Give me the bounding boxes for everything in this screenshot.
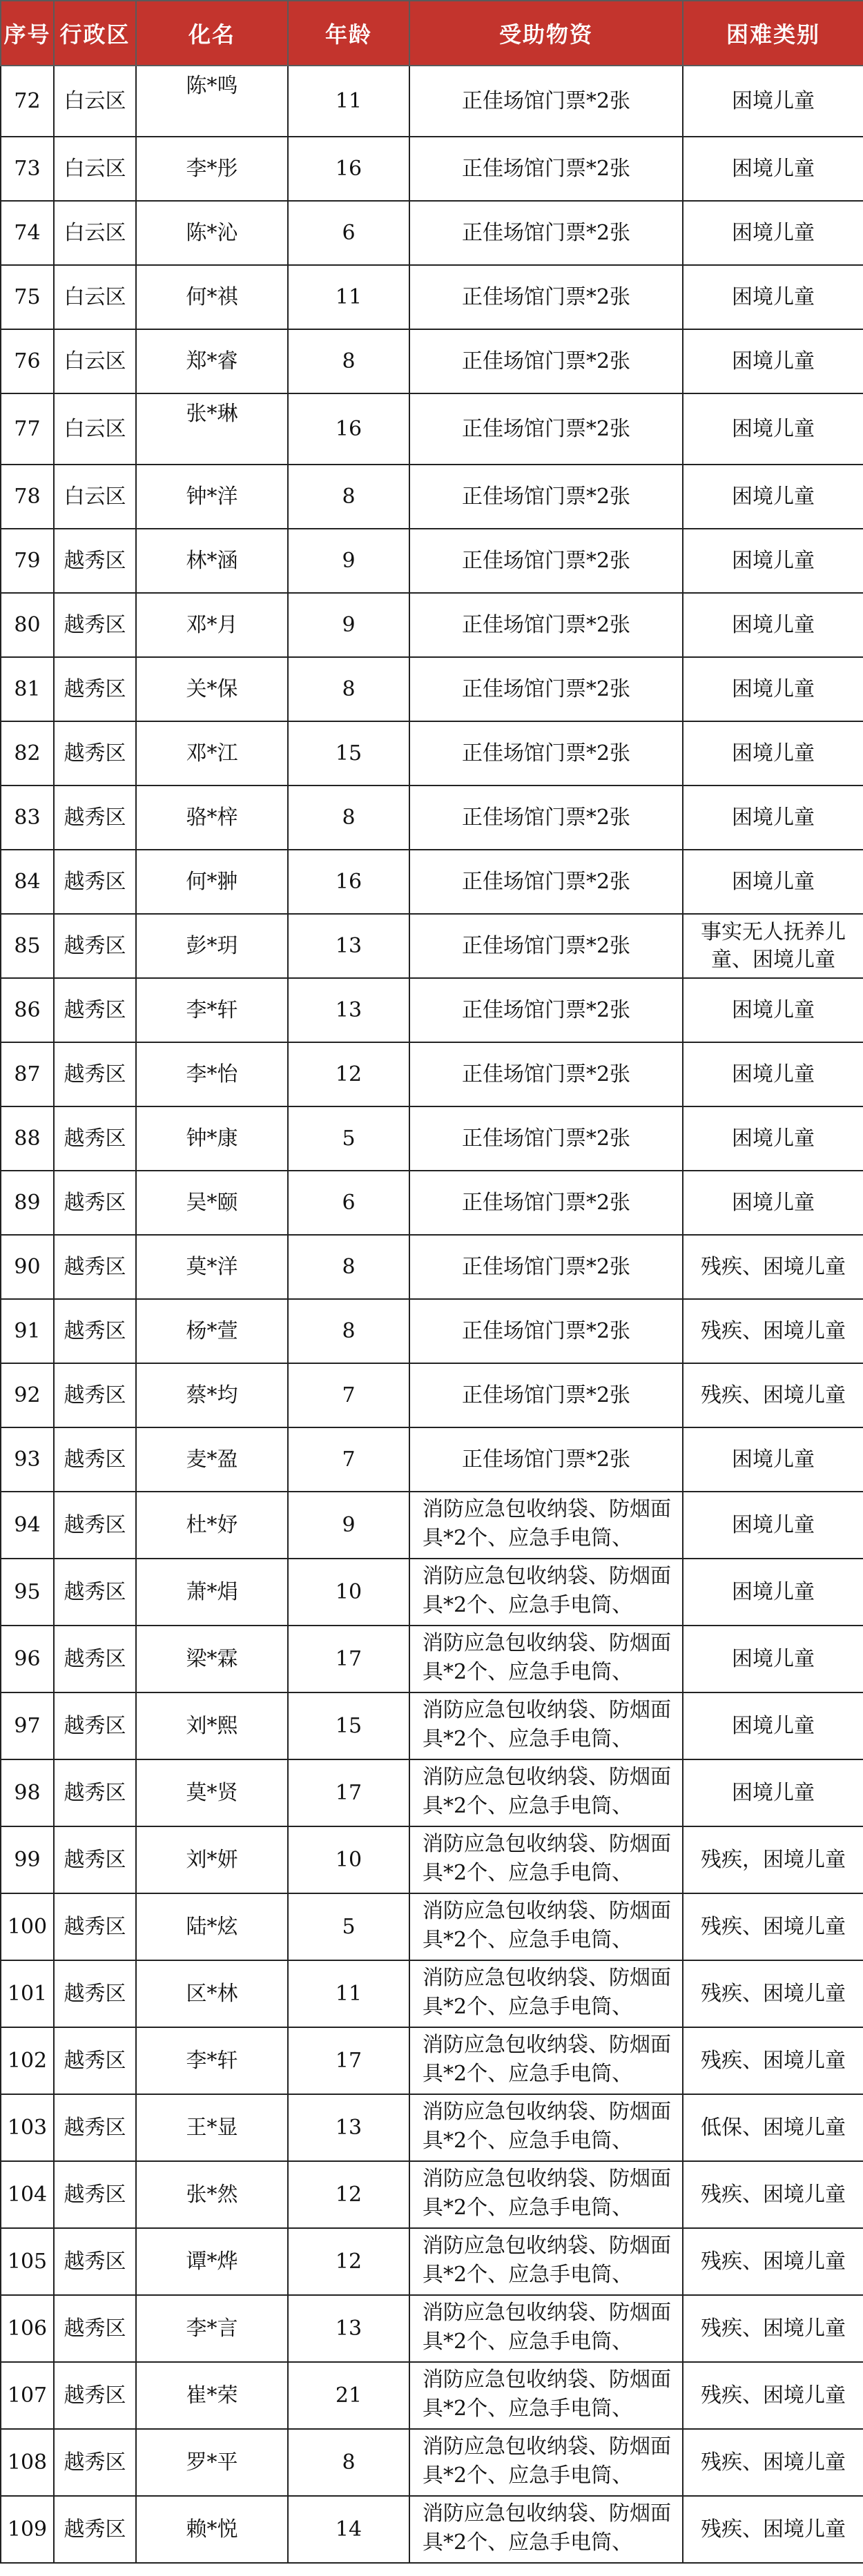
- row-category-cell: 困境儿童: [683, 1559, 863, 1626]
- row-supply-cell: 正佳场馆门票*2张: [409, 393, 683, 465]
- row-no-cell: 101: [1, 1960, 54, 2027]
- table-row: [1, 1759, 863, 1826]
- row-name-cell: 罗*平: [136, 2429, 288, 2496]
- row-name-cell: 骆*梓: [136, 786, 288, 850]
- row-age-cell: 5: [288, 1893, 409, 1960]
- table-row: [1, 2161, 863, 2228]
- row-age-cell: 16: [288, 137, 409, 201]
- table-row: [1, 593, 863, 657]
- table-row: [1, 2362, 863, 2429]
- row-district-cell: 越秀区: [54, 850, 136, 914]
- row-category-cell: 困境儿童: [683, 850, 863, 914]
- row-district-cell: 越秀区: [54, 2161, 136, 2228]
- table-row: [1, 1826, 863, 1893]
- row-age-cell: 17: [288, 1626, 409, 1692]
- row-district-cell: 越秀区: [54, 1559, 136, 1626]
- row-supply-cell: 消防应急包收纳袋、防烟面具*2个、应急手电筒、: [409, 2496, 683, 2563]
- row-name-cell: 彭*玥: [136, 914, 288, 978]
- table-row: [1, 465, 863, 529]
- row-category-cell: 低保、困境儿童: [683, 2094, 863, 2161]
- table-row: [1, 2496, 863, 2563]
- row-supply-cell: 正佳场馆门票*2张: [409, 201, 683, 265]
- row-category-cell: 残疾、困境儿童: [683, 2027, 863, 2094]
- row-supply-cell: 消防应急包收纳袋、防烟面具*2个、应急手电筒、: [409, 1492, 683, 1559]
- row-no-cell: 100: [1, 1893, 54, 1960]
- row-category-cell: 残疾，困境儿童: [683, 1826, 863, 1893]
- row-category-cell: 困境儿童: [683, 265, 863, 329]
- row-no-cell: 96: [1, 1626, 54, 1692]
- row-category-cell: 困境儿童: [683, 657, 863, 721]
- table-row: [1, 1492, 863, 1559]
- row-age-cell: 16: [288, 850, 409, 914]
- row-district-cell: 白云区: [54, 66, 136, 137]
- row-age-cell: 11: [288, 1960, 409, 2027]
- row-name-cell: 钟*康: [136, 1106, 288, 1171]
- row-no-cell: 87: [1, 1042, 54, 1106]
- row-supply-cell: 消防应急包收纳袋、防烟面具*2个、应急手电筒、: [409, 2228, 683, 2295]
- row-no-cell: 84: [1, 850, 54, 914]
- table-row: [1, 529, 863, 593]
- header-district: 行政区: [54, 1, 136, 66]
- row-no-cell: 78: [1, 465, 54, 529]
- header-age: 年龄: [288, 1, 409, 66]
- row-district-cell: 越秀区: [54, 2496, 136, 2563]
- row-category-cell: 困境儿童: [683, 393, 863, 465]
- row-name-cell: 李*轩: [136, 978, 288, 1042]
- row-age-cell: 8: [288, 786, 409, 850]
- row-no-cell: 90: [1, 1235, 54, 1299]
- row-name-cell: 邓*月: [136, 593, 288, 657]
- row-name-cell: 谭*烨: [136, 2228, 288, 2295]
- row-supply-cell: 消防应急包收纳袋、防烟面具*2个、应急手电筒、: [409, 1559, 683, 1626]
- row-district-cell: 越秀区: [54, 529, 136, 593]
- row-no-cell: 72: [1, 66, 54, 137]
- row-no-cell: 81: [1, 657, 54, 721]
- row-supply-cell: 消防应急包收纳袋、防烟面具*2个、应急手电筒、: [409, 2362, 683, 2429]
- row-category-cell: 困境儿童: [683, 529, 863, 593]
- row-age-cell: 17: [288, 2027, 409, 2094]
- row-district-cell: 越秀区: [54, 1492, 136, 1559]
- row-district-cell: 越秀区: [54, 1171, 136, 1235]
- row-district-cell: 白云区: [54, 329, 136, 393]
- row-supply-cell: 正佳场馆门票*2张: [409, 1427, 683, 1492]
- row-category-cell: 残疾、困境儿童: [683, 1893, 863, 1960]
- row-category-cell: 困境儿童: [683, 1492, 863, 1559]
- row-supply-cell: 消防应急包收纳袋、防烟面具*2个、应急手电筒、: [409, 2161, 683, 2228]
- row-category-cell: 困境儿童: [683, 465, 863, 529]
- row-supply-cell: 正佳场馆门票*2张: [409, 465, 683, 529]
- row-age-cell: 8: [288, 1299, 409, 1363]
- table-row: [1, 2027, 863, 2094]
- row-district-cell: 越秀区: [54, 2228, 136, 2295]
- table-row: [1, 1106, 863, 1171]
- row-no-cell: 95: [1, 1559, 54, 1626]
- row-no-cell: 76: [1, 329, 54, 393]
- row-supply-cell: 正佳场馆门票*2张: [409, 66, 683, 137]
- row-district-cell: 越秀区: [54, 978, 136, 1042]
- table-row: [1, 1692, 863, 1759]
- row-district-cell: 白云区: [54, 201, 136, 265]
- row-supply-cell: 消防应急包收纳袋、防烟面具*2个、应急手电筒、: [409, 1759, 683, 1826]
- row-district-cell: 越秀区: [54, 1427, 136, 1492]
- row-category-cell: 残疾、困境儿童: [683, 2429, 863, 2496]
- table-body: [1, 66, 863, 2563]
- row-district-cell: 越秀区: [54, 914, 136, 978]
- row-category-cell: 困境儿童: [683, 1106, 863, 1171]
- row-district-cell: 越秀区: [54, 1042, 136, 1106]
- row-supply-cell: 消防应急包收纳袋、防烟面具*2个、应急手电筒、: [409, 2429, 683, 2496]
- row-supply-cell: 正佳场馆门票*2张: [409, 914, 683, 978]
- row-district-cell: 越秀区: [54, 1106, 136, 1171]
- row-supply-cell: 正佳场馆门票*2张: [409, 329, 683, 393]
- row-supply-cell: 正佳场馆门票*2张: [409, 265, 683, 329]
- row-name-cell: 钟*洋: [136, 465, 288, 529]
- row-supply-cell: 消防应急包收纳袋、防烟面具*2个、应急手电筒、: [409, 1626, 683, 1692]
- row-age-cell: 16: [288, 393, 409, 465]
- row-district-cell: 越秀区: [54, 1826, 136, 1893]
- row-category-cell: 困境儿童: [683, 721, 863, 786]
- row-district-cell: 越秀区: [54, 721, 136, 786]
- row-name-cell: 区*林: [136, 1960, 288, 2027]
- row-district-cell: 越秀区: [54, 1626, 136, 1692]
- row-age-cell: 8: [288, 465, 409, 529]
- row-category-cell: 困境儿童: [683, 978, 863, 1042]
- row-no-cell: 102: [1, 2027, 54, 2094]
- row-supply-cell: 正佳场馆门票*2张: [409, 1171, 683, 1235]
- row-supply-cell: 消防应急包收纳袋、防烟面具*2个、应急手电筒、: [409, 1692, 683, 1759]
- row-district-cell: 越秀区: [54, 1692, 136, 1759]
- table-row: [1, 1427, 863, 1492]
- row-age-cell: 9: [288, 593, 409, 657]
- row-no-cell: 97: [1, 1692, 54, 1759]
- row-age-cell: 8: [288, 329, 409, 393]
- row-no-cell: 92: [1, 1363, 54, 1427]
- row-age-cell: 15: [288, 721, 409, 786]
- row-district-cell: 越秀区: [54, 2429, 136, 2496]
- table-row: [1, 657, 863, 721]
- row-age-cell: 13: [288, 2094, 409, 2161]
- row-supply-cell: 消防应急包收纳袋、防烟面具*2个、应急手电筒、: [409, 1960, 683, 2027]
- row-supply-cell: 正佳场馆门票*2张: [409, 593, 683, 657]
- row-age-cell: 8: [288, 2429, 409, 2496]
- row-supply-cell: 正佳场馆门票*2张: [409, 137, 683, 201]
- row-category-cell: 困境儿童: [683, 329, 863, 393]
- row-supply-cell: 正佳场馆门票*2张: [409, 529, 683, 593]
- row-category-cell: 困境儿童: [683, 66, 863, 137]
- table-row: [1, 265, 863, 329]
- row-no-cell: 106: [1, 2295, 54, 2362]
- row-name-cell: 何*翀: [136, 850, 288, 914]
- row-age-cell: 13: [288, 978, 409, 1042]
- row-district-cell: 越秀区: [54, 1235, 136, 1299]
- table-header-row: [1, 1, 863, 66]
- table-row: [1, 1042, 863, 1106]
- row-no-cell: 99: [1, 1826, 54, 1893]
- row-name-cell: 李*怡: [136, 1042, 288, 1106]
- row-no-cell: 88: [1, 1106, 54, 1171]
- row-name-cell: 张*然: [136, 2161, 288, 2228]
- row-supply-cell: 正佳场馆门票*2张: [409, 657, 683, 721]
- row-name-cell: 莫*洋: [136, 1235, 288, 1299]
- table-row: [1, 201, 863, 265]
- row-district-cell: 越秀区: [54, 1759, 136, 1826]
- row-no-cell: 85: [1, 914, 54, 978]
- row-name-cell: 梁*霖: [136, 1626, 288, 1692]
- row-category-cell: 残疾、困境儿童: [683, 2295, 863, 2362]
- row-name-cell: 张*琳: [136, 393, 288, 465]
- row-name-cell: 蔡*均: [136, 1363, 288, 1427]
- row-name-cell: 杨*萱: [136, 1299, 288, 1363]
- row-name-cell: 陈*鸣: [136, 66, 288, 137]
- table-row: [1, 850, 863, 914]
- row-category-cell: 困境儿童: [683, 1626, 863, 1692]
- row-no-cell: 89: [1, 1171, 54, 1235]
- row-age-cell: 14: [288, 2496, 409, 2563]
- table-row: [1, 1235, 863, 1299]
- row-name-cell: 吴*颐: [136, 1171, 288, 1235]
- row-category-cell: 残疾、困境儿童: [683, 1235, 863, 1299]
- row-district-cell: 越秀区: [54, 2295, 136, 2362]
- table-row: [1, 978, 863, 1042]
- row-supply-cell: 正佳场馆门票*2张: [409, 721, 683, 786]
- header-category: 困难类别: [683, 1, 863, 66]
- row-no-cell: 73: [1, 137, 54, 201]
- row-category-cell: 残疾、困境儿童: [683, 2496, 863, 2563]
- row-supply-cell: 正佳场馆门票*2张: [409, 1235, 683, 1299]
- header-name: 化名: [136, 1, 288, 66]
- row-district-cell: 白云区: [54, 465, 136, 529]
- row-district-cell: 越秀区: [54, 1363, 136, 1427]
- table-row: [1, 1626, 863, 1692]
- row-name-cell: 关*保: [136, 657, 288, 721]
- row-age-cell: 11: [288, 66, 409, 137]
- row-age-cell: 9: [288, 529, 409, 593]
- row-age-cell: 7: [288, 1427, 409, 1492]
- row-name-cell: 郑*睿: [136, 329, 288, 393]
- row-age-cell: 6: [288, 201, 409, 265]
- row-name-cell: 陈*沁: [136, 201, 288, 265]
- row-no-cell: 77: [1, 393, 54, 465]
- table-row: [1, 721, 863, 786]
- row-supply-cell: 正佳场馆门票*2张: [409, 1363, 683, 1427]
- row-supply-cell: 正佳场馆门票*2张: [409, 786, 683, 850]
- row-name-cell: 麦*盈: [136, 1427, 288, 1492]
- row-category-cell: 困境儿童: [683, 1171, 863, 1235]
- row-no-cell: 82: [1, 721, 54, 786]
- row-name-cell: 李*言: [136, 2295, 288, 2362]
- row-age-cell: 6: [288, 1171, 409, 1235]
- row-no-cell: 91: [1, 1299, 54, 1363]
- row-age-cell: 17: [288, 1759, 409, 1826]
- row-district-cell: 越秀区: [54, 657, 136, 721]
- row-district-cell: 白云区: [54, 137, 136, 201]
- row-no-cell: 98: [1, 1759, 54, 1826]
- row-supply-cell: 正佳场馆门票*2张: [409, 1106, 683, 1171]
- row-category-cell: 困境儿童: [683, 593, 863, 657]
- row-supply-cell: 消防应急包收纳袋、防烟面具*2个、应急手电筒、: [409, 2295, 683, 2362]
- row-name-cell: 李*彤: [136, 137, 288, 201]
- table-row: [1, 1960, 863, 2027]
- table-row: [1, 786, 863, 850]
- row-name-cell: 王*显: [136, 2094, 288, 2161]
- row-category-cell: 困境儿童: [683, 1692, 863, 1759]
- row-supply-cell: 消防应急包收纳袋、防烟面具*2个、应急手电筒、: [409, 1826, 683, 1893]
- row-name-cell: 崔*荣: [136, 2362, 288, 2429]
- row-name-cell: 赖*悦: [136, 2496, 288, 2563]
- row-district-cell: 越秀区: [54, 1299, 136, 1363]
- row-name-cell: 莫*贤: [136, 1759, 288, 1826]
- row-district-cell: 越秀区: [54, 786, 136, 850]
- row-no-cell: 93: [1, 1427, 54, 1492]
- table-row: [1, 329, 863, 393]
- row-age-cell: 7: [288, 1363, 409, 1427]
- row-no-cell: 80: [1, 593, 54, 657]
- table-row: [1, 1299, 863, 1363]
- row-district-cell: 越秀区: [54, 2362, 136, 2429]
- row-age-cell: 12: [288, 2228, 409, 2295]
- row-supply-cell: 消防应急包收纳袋、防烟面具*2个、应急手电筒、: [409, 1893, 683, 1960]
- row-category-cell: 残疾、困境儿童: [683, 1960, 863, 2027]
- row-category-cell: 残疾、困境儿童: [683, 2362, 863, 2429]
- row-no-cell: 83: [1, 786, 54, 850]
- table-row: [1, 914, 863, 978]
- row-age-cell: 5: [288, 1106, 409, 1171]
- row-district-cell: 越秀区: [54, 2094, 136, 2161]
- row-no-cell: 108: [1, 2429, 54, 2496]
- row-age-cell: 11: [288, 265, 409, 329]
- row-no-cell: 107: [1, 2362, 54, 2429]
- row-no-cell: 94: [1, 1492, 54, 1559]
- header-no: 序号: [1, 1, 54, 66]
- row-district-cell: 越秀区: [54, 593, 136, 657]
- row-name-cell: 陆*炫: [136, 1893, 288, 1960]
- row-category-cell: 残疾、困境儿童: [683, 1363, 863, 1427]
- row-district-cell: 白云区: [54, 265, 136, 329]
- row-category-cell: 困境儿童: [683, 1042, 863, 1106]
- row-district-cell: 越秀区: [54, 1960, 136, 2027]
- row-age-cell: 13: [288, 914, 409, 978]
- table-row: [1, 2094, 863, 2161]
- row-no-cell: 79: [1, 529, 54, 593]
- row-category-cell: 残疾、困境儿童: [683, 2161, 863, 2228]
- row-name-cell: 萧*焆: [136, 1559, 288, 1626]
- table-row: [1, 137, 863, 201]
- row-name-cell: 刘*熙: [136, 1692, 288, 1759]
- row-district-cell: 白云区: [54, 393, 136, 465]
- row-no-cell: 74: [1, 201, 54, 265]
- row-age-cell: 12: [288, 2161, 409, 2228]
- table-row: [1, 1171, 863, 1235]
- row-age-cell: 8: [288, 657, 409, 721]
- row-district-cell: 越秀区: [54, 1893, 136, 1960]
- row-no-cell: 109: [1, 2496, 54, 2563]
- row-category-cell: 困境儿童: [683, 786, 863, 850]
- row-no-cell: 104: [1, 2161, 54, 2228]
- row-name-cell: 林*涵: [136, 529, 288, 593]
- row-no-cell: 86: [1, 978, 54, 1042]
- row-supply-cell: 正佳场馆门票*2张: [409, 1299, 683, 1363]
- row-no-cell: 103: [1, 2094, 54, 2161]
- table-row: [1, 2228, 863, 2295]
- row-age-cell: 15: [288, 1692, 409, 1759]
- row-category-cell: 困境儿童: [683, 1759, 863, 1826]
- row-district-cell: 越秀区: [54, 2027, 136, 2094]
- row-age-cell: 21: [288, 2362, 409, 2429]
- table-row: [1, 2429, 863, 2496]
- row-name-cell: 刘*妍: [136, 1826, 288, 1893]
- row-supply-cell: 正佳场馆门票*2张: [409, 978, 683, 1042]
- row-age-cell: 9: [288, 1492, 409, 1559]
- row-supply-cell: 正佳场馆门票*2张: [409, 850, 683, 914]
- row-category-cell: 事实无人抚养儿童、困境儿童: [683, 914, 863, 978]
- row-age-cell: 10: [288, 1559, 409, 1626]
- row-no-cell: 75: [1, 265, 54, 329]
- row-category-cell: 困境儿童: [683, 1427, 863, 1492]
- row-no-cell: 105: [1, 2228, 54, 2295]
- row-age-cell: 13: [288, 2295, 409, 2362]
- row-age-cell: 10: [288, 1826, 409, 1893]
- table-row: [1, 393, 863, 465]
- row-age-cell: 8: [288, 1235, 409, 1299]
- row-supply-cell: 消防应急包收纳袋、防烟面具*2个、应急手电筒、: [409, 2027, 683, 2094]
- table-row: [1, 1363, 863, 1427]
- row-name-cell: 何*祺: [136, 265, 288, 329]
- table-row: [1, 1559, 863, 1626]
- table-row: [1, 66, 863, 137]
- row-category-cell: 困境儿童: [683, 201, 863, 265]
- header-supply: 受助物资: [409, 1, 683, 66]
- row-category-cell: 困境儿童: [683, 137, 863, 201]
- row-name-cell: 邓*江: [136, 721, 288, 786]
- row-supply-cell: 正佳场馆门票*2张: [409, 1042, 683, 1106]
- row-name-cell: 李*轩: [136, 2027, 288, 2094]
- row-name-cell: 杜*妤: [136, 1492, 288, 1559]
- table-row: [1, 2295, 863, 2362]
- row-category-cell: 残疾、困境儿童: [683, 2228, 863, 2295]
- table-row: [1, 1893, 863, 1960]
- row-category-cell: 残疾、困境儿童: [683, 1299, 863, 1363]
- row-age-cell: 12: [288, 1042, 409, 1106]
- row-supply-cell: 消防应急包收纳袋、防烟面具*2个、应急手电筒、: [409, 2094, 683, 2161]
